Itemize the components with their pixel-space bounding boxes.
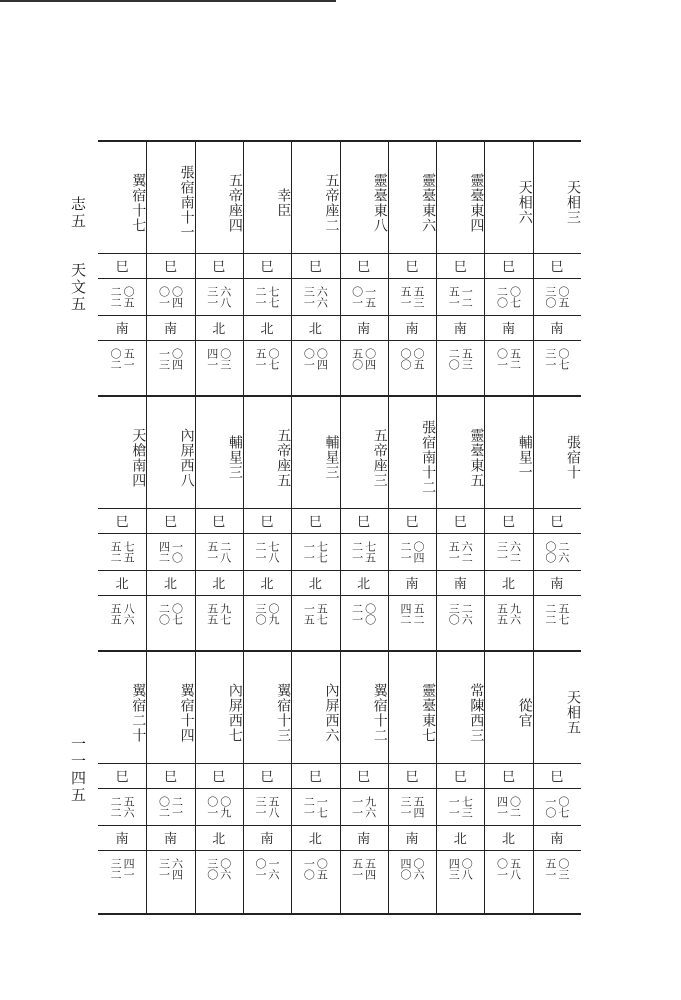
- star-name: 幸臣: [275, 187, 292, 218]
- numeral-group: 四〇: [398, 857, 412, 880]
- star-name: 輔星一: [516, 435, 533, 480]
- numeral-group: 二〇: [495, 285, 509, 308]
- star-name: 張宿南十一: [178, 165, 195, 240]
- longitude-value: [98, 278, 146, 315]
- numeral-group: 一一: [447, 795, 461, 818]
- hour-branch: 巳: [357, 515, 371, 530]
- numeral-group: 五五: [205, 602, 219, 625]
- numeral-group: 四二: [398, 602, 412, 625]
- numeral-group: 三一: [495, 540, 509, 563]
- star-name: 天槍南四: [130, 427, 147, 488]
- numeral-group: 三〇: [205, 857, 219, 880]
- star-name: 內屏西七: [226, 682, 243, 743]
- numeral-group: 二二: [543, 602, 557, 625]
- numeral-group: 四一: [495, 795, 509, 818]
- numeral-group: 〇一: [495, 857, 509, 880]
- latitude-value: [484, 850, 532, 887]
- latitude-value: [340, 340, 388, 377]
- direction: 北: [502, 577, 516, 592]
- direction: 南: [260, 832, 274, 847]
- star-name: 靈臺東四: [468, 172, 485, 233]
- numeral-group: 九六: [508, 602, 522, 625]
- numeral-group: 五四: [411, 795, 425, 818]
- hour-branch: 巳: [308, 770, 322, 785]
- numeral-group: 一一: [302, 540, 316, 563]
- numeral-group: 七八: [267, 540, 281, 563]
- numeral-group: 二二: [109, 795, 123, 818]
- numeral-group: 三一: [254, 795, 268, 818]
- numeral-group: 〇四: [363, 347, 377, 370]
- hour-branch: 巳: [502, 770, 516, 785]
- longitude-value: [291, 788, 339, 825]
- star-table: [98, 140, 581, 915]
- latitude-value: [243, 595, 291, 632]
- numeral-group: 九六: [363, 795, 377, 818]
- numeral-group: 〇五: [122, 285, 136, 308]
- star-name: 張宿南十二: [420, 420, 437, 495]
- volume-label: 志五: [69, 196, 87, 230]
- latitude-value: [388, 850, 436, 887]
- numeral-group: 三一: [157, 857, 171, 880]
- numeral-group: 三二: [109, 857, 123, 880]
- numeral-group: 一五: [302, 602, 316, 625]
- hour-branch: 巳: [502, 260, 516, 275]
- numeral-group: 〇七: [556, 347, 570, 370]
- numeral-group: 四三: [447, 857, 461, 880]
- numeral-group: 五四: [363, 857, 377, 880]
- numeral-group: 〇六: [218, 857, 232, 880]
- star-name: 靈臺東八: [371, 172, 388, 233]
- numeral-group: 五一: [254, 347, 268, 370]
- direction: 北: [308, 577, 322, 592]
- longitude-value: [388, 533, 436, 570]
- numeral-group: 三一: [302, 285, 316, 308]
- star-name: 翼宿十三: [275, 682, 292, 743]
- treatise-label: 天文五: [69, 262, 87, 313]
- latitude-value: [243, 340, 291, 377]
- latitude-value: [484, 595, 532, 632]
- hour-branch: 巳: [550, 770, 564, 785]
- direction: 北: [260, 577, 274, 592]
- numeral-group: 六二: [508, 540, 522, 563]
- numeral-group: 七五: [363, 540, 377, 563]
- hour-branch: 巳: [115, 260, 129, 275]
- longitude-value: [533, 278, 581, 315]
- longitude-value: [436, 278, 484, 315]
- numeral-group: 二〇: [157, 602, 171, 625]
- direction: 北: [502, 832, 516, 847]
- numeral-group: 三〇: [543, 285, 557, 308]
- star-name: 天相六: [516, 180, 533, 225]
- numeral-group: 八六: [122, 602, 136, 625]
- numeral-group: 五一: [350, 857, 364, 880]
- numeral-group: 〇九: [267, 602, 281, 625]
- numeral-group: 四一: [205, 347, 219, 370]
- longitude-value: [533, 533, 581, 570]
- latitude-value: [533, 595, 581, 632]
- longitude-value: [146, 788, 194, 825]
- hour-branch: 巳: [357, 770, 371, 785]
- numeral-group: 一〇: [170, 540, 184, 563]
- star-name: 常陳西三: [468, 682, 485, 743]
- longitude-value: [533, 788, 581, 825]
- hour-branch: 巳: [502, 515, 516, 530]
- latitude-value: [98, 340, 146, 377]
- hour-branch: 巳: [163, 770, 177, 785]
- direction: 南: [115, 322, 129, 337]
- direction: 北: [212, 577, 226, 592]
- numeral-group: 〇四: [170, 285, 184, 308]
- latitude-value: [484, 340, 532, 377]
- page-number: 一一四五: [69, 736, 87, 804]
- numeral-group: 一七: [315, 795, 329, 818]
- numeral-group: 一〇: [543, 795, 557, 818]
- direction: 北: [212, 322, 226, 337]
- longitude-value: [436, 788, 484, 825]
- longitude-value: [243, 788, 291, 825]
- numeral-group: 〇一: [302, 347, 316, 370]
- latitude-value: [146, 595, 194, 632]
- star-name: 天相五: [564, 690, 581, 735]
- longitude-value: [484, 533, 532, 570]
- numeral-group: 〇五: [411, 347, 425, 370]
- numeral-group: 一五: [363, 285, 377, 308]
- longitude-value: [484, 788, 532, 825]
- numeral-group: 一三: [157, 347, 171, 370]
- star-name: 翼宿十二: [371, 682, 388, 743]
- numeral-group: 〇一: [350, 285, 364, 308]
- numeral-group: 四一: [122, 857, 136, 880]
- numeral-group: 七五: [122, 540, 136, 563]
- direction: 南: [405, 577, 419, 592]
- numeral-group: 三〇: [447, 602, 461, 625]
- numeral-group: 二六: [556, 540, 570, 563]
- numeral-group: 三一: [205, 285, 219, 308]
- numeral-group: 〇一: [205, 795, 219, 818]
- star-name: 五帝座五: [275, 427, 292, 488]
- star-name: 靈臺東五: [468, 427, 485, 488]
- numeral-group: 六八: [218, 285, 232, 308]
- longitude-value: [243, 533, 291, 570]
- numeral-group: 七七: [315, 540, 329, 563]
- latitude-value: [388, 340, 436, 377]
- hour-branch: 巳: [212, 515, 226, 530]
- longitude-value: [340, 533, 388, 570]
- direction: 南: [550, 322, 564, 337]
- star-name: 從官: [516, 697, 533, 728]
- direction: 南: [357, 832, 371, 847]
- numeral-group: 二六: [460, 602, 474, 625]
- hour-branch: 巳: [453, 770, 467, 785]
- numeral-group: 五一: [398, 285, 412, 308]
- numeral-group: 五一: [122, 347, 136, 370]
- longitude-value: [340, 788, 388, 825]
- hour-branch: 巳: [453, 515, 467, 530]
- longitude-value: [146, 278, 194, 315]
- numeral-group: 〇六: [411, 857, 425, 880]
- direction: 北: [453, 832, 467, 847]
- numeral-group: 五二: [411, 602, 425, 625]
- numeral-group: 〇二: [508, 795, 522, 818]
- longitude-value: [98, 788, 146, 825]
- star-name: 靈臺東七: [420, 682, 437, 743]
- direction: 南: [405, 322, 419, 337]
- longitude-value: [291, 533, 339, 570]
- numeral-group: 〇二: [157, 795, 171, 818]
- direction: 南: [357, 322, 371, 337]
- hour-branch: 巳: [260, 515, 274, 530]
- numeral-group: 七七: [267, 285, 281, 308]
- latitude-value: [243, 850, 291, 887]
- latitude-value: [533, 340, 581, 377]
- hour-branch: 巳: [212, 260, 226, 275]
- latitude-value: [291, 850, 339, 887]
- direction: 北: [115, 577, 129, 592]
- direction: 北: [357, 577, 371, 592]
- direction: 南: [115, 832, 129, 847]
- numeral-group: 〇五: [315, 857, 329, 880]
- star-name: 輔星三: [226, 435, 243, 480]
- numeral-group: 二一: [254, 285, 268, 308]
- numeral-group: 〇七: [508, 285, 522, 308]
- numeral-group: 三〇: [254, 602, 268, 625]
- numeral-group: 三一: [398, 795, 412, 818]
- star-name: 張宿十: [564, 435, 581, 480]
- direction: 南: [550, 577, 564, 592]
- star-name: 內屏西六: [323, 682, 340, 743]
- star-name: 翼宿二十: [130, 682, 147, 743]
- longitude-value: [98, 533, 146, 570]
- latitude-value: [388, 595, 436, 632]
- hour-branch: 巳: [550, 260, 564, 275]
- hour-branch: 巳: [357, 260, 371, 275]
- numeral-group: 六二: [460, 540, 474, 563]
- star-name: 五帝座二: [323, 172, 340, 233]
- latitude-value: [436, 595, 484, 632]
- hour-branch: 巳: [163, 515, 177, 530]
- latitude-value: [146, 850, 194, 887]
- numeral-group: 五七: [556, 602, 570, 625]
- longitude-value: [195, 278, 243, 315]
- longitude-value: [243, 278, 291, 315]
- latitude-value: [146, 340, 194, 377]
- numeral-group: 二二: [109, 285, 123, 308]
- direction: 南: [405, 832, 419, 847]
- numeral-group: 〇一: [495, 347, 509, 370]
- latitude-value: [195, 850, 243, 887]
- numeral-group: 五三: [460, 347, 474, 370]
- star-name: 五帝座四: [226, 172, 243, 233]
- longitude-value: [291, 278, 339, 315]
- numeral-group: 一六: [267, 857, 281, 880]
- longitude-value: [484, 278, 532, 315]
- numeral-group: 九七: [218, 602, 232, 625]
- numeral-group: 五五: [495, 602, 509, 625]
- numeral-group: 〇〇: [398, 347, 412, 370]
- direction: 南: [163, 832, 177, 847]
- numeral-group: 五二: [508, 347, 522, 370]
- longitude-value: [195, 533, 243, 570]
- numeral-group: 一〇: [302, 857, 316, 880]
- latitude-value: [436, 340, 484, 377]
- star-name: 內屏西八: [178, 427, 195, 488]
- numeral-group: 〇七: [556, 795, 570, 818]
- numeral-group: 〇七: [267, 347, 281, 370]
- hour-branch: 巳: [260, 770, 274, 785]
- numeral-group: 五六: [122, 795, 136, 818]
- numeral-group: 〇四: [315, 347, 329, 370]
- numeral-group: 六六: [315, 285, 329, 308]
- hour-branch: 巳: [405, 770, 419, 785]
- direction: 南: [550, 832, 564, 847]
- latitude-value: [98, 850, 146, 887]
- numeral-group: 五八: [267, 795, 281, 818]
- hour-branch: 巳: [405, 515, 419, 530]
- longitude-value: [146, 533, 194, 570]
- longitude-value: [195, 788, 243, 825]
- numeral-group: 五八: [508, 857, 522, 880]
- numeral-group: 〇一: [157, 285, 171, 308]
- longitude-value: [340, 278, 388, 315]
- numeral-group: 二一: [254, 540, 268, 563]
- hour-branch: 巳: [115, 770, 129, 785]
- numeral-group: 〇四: [411, 540, 425, 563]
- numeral-group: 三一: [543, 347, 557, 370]
- star-name: 五帝座三: [371, 427, 388, 488]
- numeral-group: 六四: [170, 857, 184, 880]
- hour-branch: 巳: [308, 260, 322, 275]
- top-rule: [0, 0, 336, 2]
- numeral-group: 五二: [109, 540, 123, 563]
- numeral-group: 四二: [157, 540, 171, 563]
- numeral-group: 〇二: [109, 347, 123, 370]
- direction: 南: [453, 322, 467, 337]
- hour-branch: 巳: [163, 260, 177, 275]
- numeral-group: 一一: [350, 795, 364, 818]
- latitude-value: [291, 595, 339, 632]
- numeral-group: 〇一: [254, 857, 268, 880]
- hour-branch: 巳: [260, 260, 274, 275]
- numeral-group: 五一: [543, 857, 557, 880]
- direction: 北: [308, 322, 322, 337]
- hour-branch: 巳: [453, 260, 467, 275]
- numeral-group: 二一: [350, 602, 364, 625]
- latitude-value: [340, 850, 388, 887]
- latitude-value: [533, 850, 581, 887]
- direction: 南: [453, 577, 467, 592]
- numeral-group: 五〇: [350, 347, 364, 370]
- numeral-group: 〇三: [218, 347, 232, 370]
- numeral-group: 〇七: [170, 602, 184, 625]
- hour-branch: 巳: [550, 515, 564, 530]
- numeral-group: 二一: [170, 795, 184, 818]
- longitude-value: [388, 278, 436, 315]
- hour-branch: 巳: [308, 515, 322, 530]
- numeral-group: 二一: [398, 540, 412, 563]
- star-name: 天相三: [564, 180, 581, 225]
- numeral-group: 〇三: [556, 857, 570, 880]
- star-name: 輔星三: [323, 435, 340, 480]
- numeral-group: 五三: [411, 285, 425, 308]
- numeral-group: 七三: [460, 795, 474, 818]
- latitude-value: [195, 595, 243, 632]
- numeral-group: 〇四: [170, 347, 184, 370]
- star-name: 翼宿十四: [178, 682, 195, 743]
- numeral-group: 五一: [205, 540, 219, 563]
- latitude-value: [436, 850, 484, 887]
- longitude-value: [436, 533, 484, 570]
- direction: 南: [163, 322, 177, 337]
- latitude-value: [340, 595, 388, 632]
- numeral-group: 五五: [109, 602, 123, 625]
- numeral-group: 二〇: [447, 347, 461, 370]
- latitude-value: [291, 340, 339, 377]
- numeral-group: 二一: [350, 540, 364, 563]
- numeral-group: 〇八: [460, 857, 474, 880]
- longitude-value: [388, 788, 436, 825]
- direction: 南: [502, 322, 516, 337]
- hour-branch: 巳: [115, 515, 129, 530]
- direction: 北: [163, 577, 177, 592]
- numeral-group: 一二: [460, 285, 474, 308]
- latitude-value: [195, 340, 243, 377]
- numeral-group: 五一: [447, 285, 461, 308]
- numeral-group: 二八: [218, 540, 232, 563]
- hour-branch: 巳: [212, 770, 226, 785]
- numeral-group: 〇〇: [363, 602, 377, 625]
- latitude-value: [98, 595, 146, 632]
- star-name: 翼宿十七: [130, 172, 147, 233]
- numeral-group: 〇九: [218, 795, 232, 818]
- direction: 北: [212, 832, 226, 847]
- direction: 北: [308, 832, 322, 847]
- numeral-group: 五一: [447, 540, 461, 563]
- hour-branch: 巳: [405, 260, 419, 275]
- numeral-group: 五七: [315, 602, 329, 625]
- direction: 北: [260, 322, 274, 337]
- star-name: 靈臺東六: [420, 172, 437, 233]
- numeral-group: 二一: [302, 795, 316, 818]
- numeral-group: 〇〇: [543, 540, 557, 563]
- numeral-group: 〇五: [556, 285, 570, 308]
